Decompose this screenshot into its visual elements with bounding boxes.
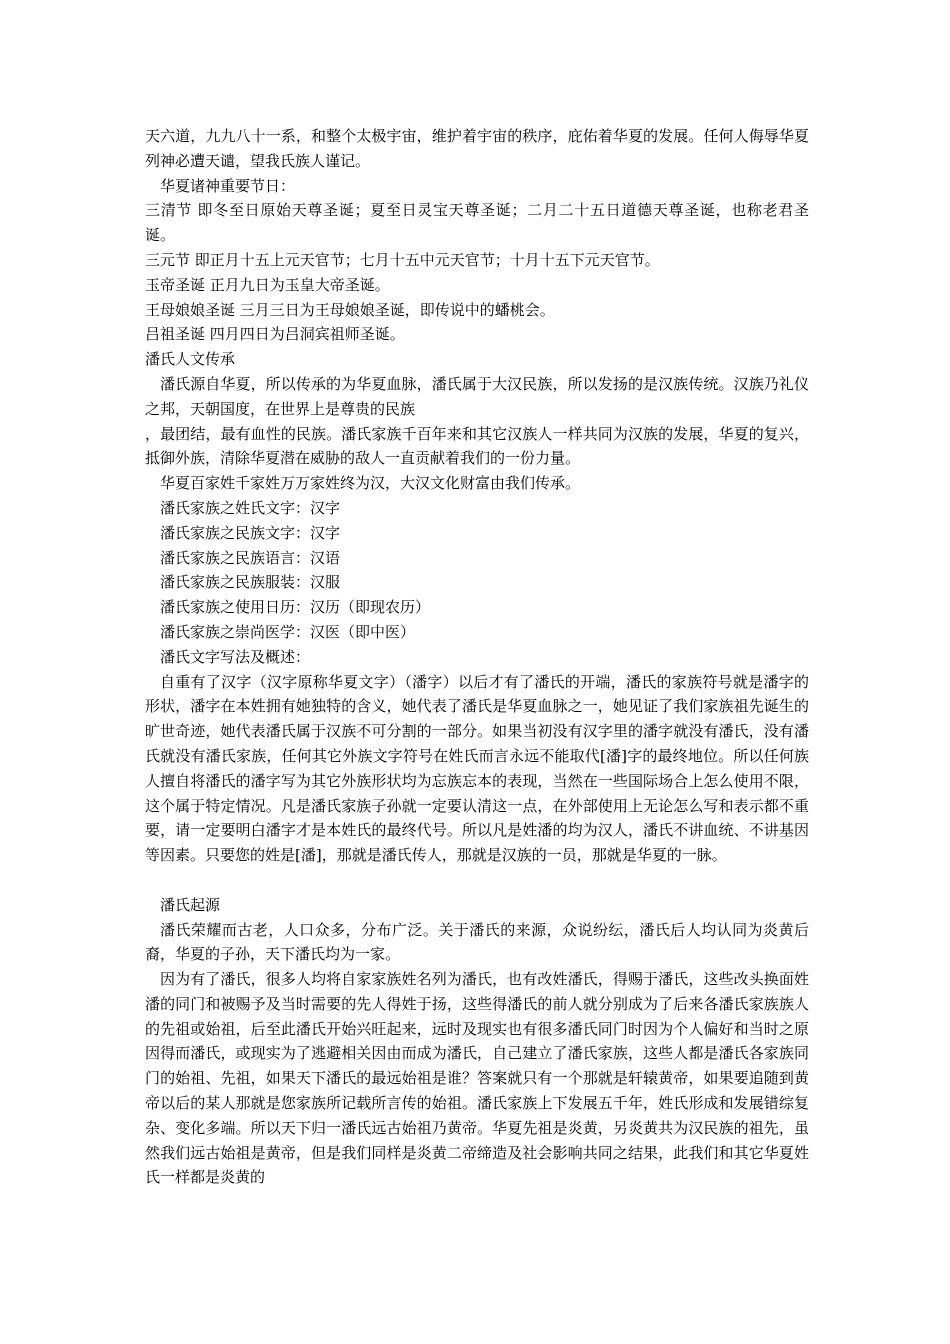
blank-line (145, 868, 809, 893)
paragraph: 潘氏源自华夏，所以传承的为华夏血脉，潘氏属于大汉民族，所以发扬的是汉族传统。汉族乃礼仪之邦，天朝国度，在世界上是尊贵的民族 (145, 374, 809, 418)
paragraph: 潘氏荣耀而古老，人口众多，分布广泛。关于潘氏的来源，众说纷纭，潘氏后人均认同为炎黄后裔，华夏的子孙，天下潘氏均为一家。 (145, 920, 809, 964)
paragraph: 吕祖圣诞 四月四日为吕洞宾祖师圣诞。 (145, 325, 405, 344)
paragraph: 潘氏家族之民族服装：汉服 (160, 573, 341, 592)
paragraph: 因为有了潘氏，很多人均将自家家族姓名列为潘氏，也有改姓潘氏，得赐于潘氏，这些改头换面姓潘的同门和被赐予及当时需要的先人得姓于扬，这些得潘氏的前人就分别成为了后来各潘氏家族族人的先祖或始祖，后至此潘氏开始兴旺起来，远时及现实也有很多潘氏同门时因为个人偏好和当时之原因得而潘氏，或现实为了逃避相关因由而成为潘氏，自己建立了潘氏家族，这些人都是潘氏各家族同门的始祖、先祖，如果天下潘氏的最远始祖是谁？答案就只有一个那就是轩辕黄帝，如果要追随到黄帝以后的某人那就是您家族所记载所言传的始祖。潘氏家族上下发展五千年，姓氏形成和发展错综复杂、变化多端。所以天下归一潘氏远古始祖乃黄帝。华夏先祖是炎黄，另炎黄共为汉民族的祖先，虽然我们远古始祖是黄帝，但是我们同样是炎黄二帝缔造及社会影响共同之结果，此我们和其它华夏姓氏一样都是炎黄的 (145, 970, 809, 1187)
paragraph: 三清节 即冬至日原始天尊圣诞；夏至日灵宝天尊圣诞；二月二十五日道德天尊圣诞，也称老君圣诞。 (145, 201, 809, 245)
paragraph: 潘氏家族之民族文字：汉字 (160, 523, 341, 542)
paragraph: 玉帝圣诞 正月九日为玉皇大帝圣诞。 (145, 275, 390, 294)
paragraph: ，最团结，最有血性的民族。潘氏家族千百年来和其它汉族人一样共同为汉族的发展，华夏的复兴，抵御外族，清除华夏潜在威胁的敌人一直贡献着我们的一份力量。 (145, 424, 809, 468)
paragraph: 潘氏起源 (160, 895, 221, 914)
paragraph: 潘氏文字写法及概述： (160, 647, 311, 666)
paragraph: 潘氏家族之崇尚医学：汉医（即中医） (160, 622, 416, 641)
paragraph: 三元节 即正月十五上元天官节；七月十五中元天官节；十月十五下元天官节。 (145, 250, 660, 269)
paragraph: 王母娘娘圣诞 三月三日为王母娘娘圣诞，即传说中的蟠桃会。 (145, 300, 555, 319)
paragraph: 潘氏家族之姓氏文字：汉字 (160, 498, 341, 517)
paragraph: 天六道，九九八十一系，和整个太极宇宙，维护着宇宙的秩序，庇佑着华夏的发展。任何人侮辱华夏列神必遭天谴，望我氏族人谨记。 (145, 127, 809, 170)
paragraph: 华夏百家姓千家姓万万家姓终为汉，大汉文化财富由我们传承。 (160, 474, 581, 493)
paragraph: 潘氏家族之使用日历：汉历（即现农历） (160, 598, 431, 617)
paragraph: 华夏诸神重要节日： (160, 176, 296, 195)
document-body (145, 124, 809, 1190)
paragraph: 潘氏家族之民族语言：汉语 (160, 548, 341, 567)
paragraph: 自重有了汉字（汉字原称华夏文字）（潘字）以后才有了潘氏的开端，潘氏的家族符号就是潘字的形状，潘字在本姓拥有她独特的含义，她代表了潘氏是华夏血脉之一，她见证了我们家族祖先诞生的旷世奇迹，她代表潘氏属于汉族不可分割的一部分。如果当初没有汉字里的潘字就没有潘氏，没有潘氏就没有潘氏家族，任何其它外族文字符号在姓氏而言永远不能取代[潘]字的最终地位。所以任何族人擅自将潘氏的潘字写为其它外族形状均为忘族忘本的表现，当然在一些国际场合上怎么使用不限，这个属于特定情况。凡是潘氏家族子孙就一定要认清这一点，在外部使用上无论怎么写和表示都不重要，请一定要明白潘字才是本姓氏的最终代号。所以凡是姓潘的均为汉人，潘氏不讲血统、不讲基因等因素。只要您的姓是[潘]，那就是潘氏传人，那就是汉族的一员，那就是华夏的一脉。 (145, 672, 809, 865)
paragraph: 潘氏人文传承 (145, 350, 236, 369)
